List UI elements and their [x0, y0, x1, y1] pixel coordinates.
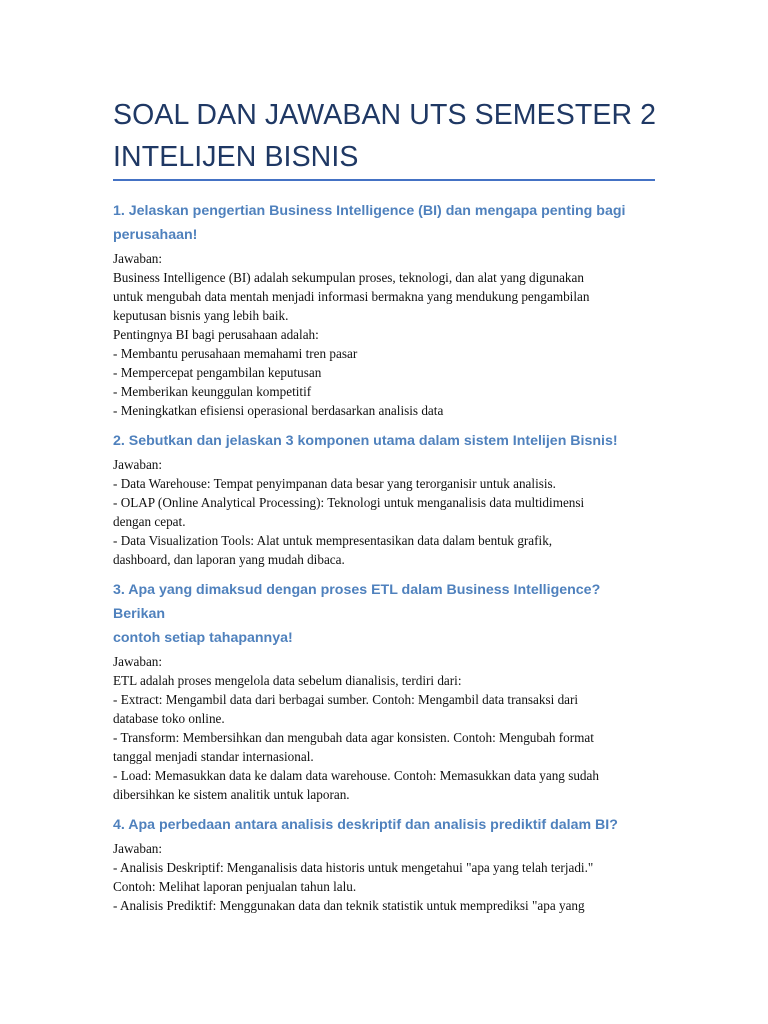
answer-line: dibersihkan ke sistem analitik untuk laporan. — [113, 787, 350, 802]
answer-block-1 — [113, 249, 655, 420]
page-title — [113, 94, 673, 178]
answer-line: - Extract: Mengambil data dari berbagai sumber. Contoh: Mengambil data transaksi dari — [113, 692, 579, 707]
answer-line: ETL adalah proses mengelola data sebelum dianalisis, terdiri dari: — [113, 673, 462, 688]
question-section-4 — [113, 813, 655, 915]
answer-line: - Meningkatkan efisiensi operasional berdasarkan analisis data — [113, 403, 444, 418]
question-heading-1 — [113, 199, 655, 247]
answer-block-4 — [113, 839, 655, 915]
question-line: 3. Apa yang dimaksud dengan proses ETL dalam Business Intelligence? Berikan — [113, 582, 601, 622]
answer-line: - Membantu perusahaan memahami tren pasar — [113, 346, 358, 361]
question-line: perusahaan! — [113, 227, 198, 243]
question-section-3 — [113, 578, 655, 804]
answer-line: - Mempercepat pengambilan keputusan — [113, 365, 322, 380]
question-line: contoh setiap tahapannya! — [113, 630, 293, 646]
answer-block-2 — [113, 455, 655, 569]
question-line: 2. Sebutkan dan jelaskan 3 komponen utama dalam sistem Intelijen Bisnis! — [113, 433, 618, 449]
answer-line: Jawaban: — [113, 457, 163, 472]
title-line-1: SOAL DAN JAWABAN UTS SEMESTER 2 — [113, 99, 657, 131]
question-section-2 — [113, 429, 655, 569]
title-divider — [113, 179, 655, 181]
answer-line: - OLAP (Online Analytical Processing): Teknologi untuk menganalisis data multidimensi — [113, 495, 585, 510]
answer-line: database toko online. — [113, 711, 225, 726]
answer-line: - Transform: Membersihkan dan mengubah data agar konsisten. Contoh: Mengubah format — [113, 730, 594, 745]
answer-line: tanggal menjadi standar internasional. — [113, 749, 314, 764]
question-heading-4 — [113, 813, 655, 837]
answer-line: - Analisis Prediktif: Menggunakan data dan teknik statistik untuk memprediksi "apa yang — [113, 898, 585, 913]
answer-line: Pentingnya BI bagi perusahaan adalah: — [113, 327, 319, 342]
answer-line: Jawaban: — [113, 251, 163, 266]
answer-line: keputusan bisnis yang lebih baik. — [113, 308, 289, 323]
section-spacer — [113, 804, 655, 813]
answer-line: - Analisis Deskriptif: Menganalisis data historis untuk mengetahui "apa yang telah terjadi." — [113, 860, 594, 875]
answer-line: dengan cepat. — [113, 514, 186, 529]
answer-line: dashboard, dan laporan yang mudah dibaca. — [113, 552, 345, 567]
question-section-1 — [113, 199, 655, 420]
answer-line: - Load: Memasukkan data ke dalam data warehouse. Contoh: Memasukkan data yang sudah — [113, 768, 599, 783]
section-spacer — [113, 420, 655, 429]
answer-block-3 — [113, 652, 655, 804]
section-spacer — [113, 569, 655, 578]
question-heading-3 — [113, 578, 655, 650]
answer-line: Jawaban: — [113, 654, 163, 669]
answer-line: Business Intelligence (BI) adalah sekumpulan proses, teknologi, dan alat yang digunakan — [113, 270, 584, 285]
document-body — [113, 199, 655, 915]
answer-line: - Memberikan keunggulan kompetitif — [113, 384, 312, 399]
answer-line: Contoh: Melihat laporan penjualan tahun lalu. — [113, 879, 357, 894]
question-line: 4. Apa perbedaan antara analisis deskriptif dan analisis prediktif dalam BI? — [113, 817, 618, 833]
question-line: 1. Jelaskan pengertian Business Intelligence (BI) dan mengapa penting bagi — [113, 203, 626, 219]
answer-line: - Data Warehouse: Tempat penyimpanan data besar yang terorganisir untuk analisis. — [113, 476, 556, 491]
answer-line: - Data Visualization Tools: Alat untuk mempresentasikan data dalam bentuk grafik, — [113, 533, 553, 548]
question-heading-2 — [113, 429, 655, 453]
answer-line: Jawaban: — [113, 841, 163, 856]
answer-line: untuk mengubah data mentah menjadi informasi bermakna yang mendukung pengambilan — [113, 289, 590, 304]
title-line-2: INTELIJEN BISNIS — [113, 141, 359, 173]
